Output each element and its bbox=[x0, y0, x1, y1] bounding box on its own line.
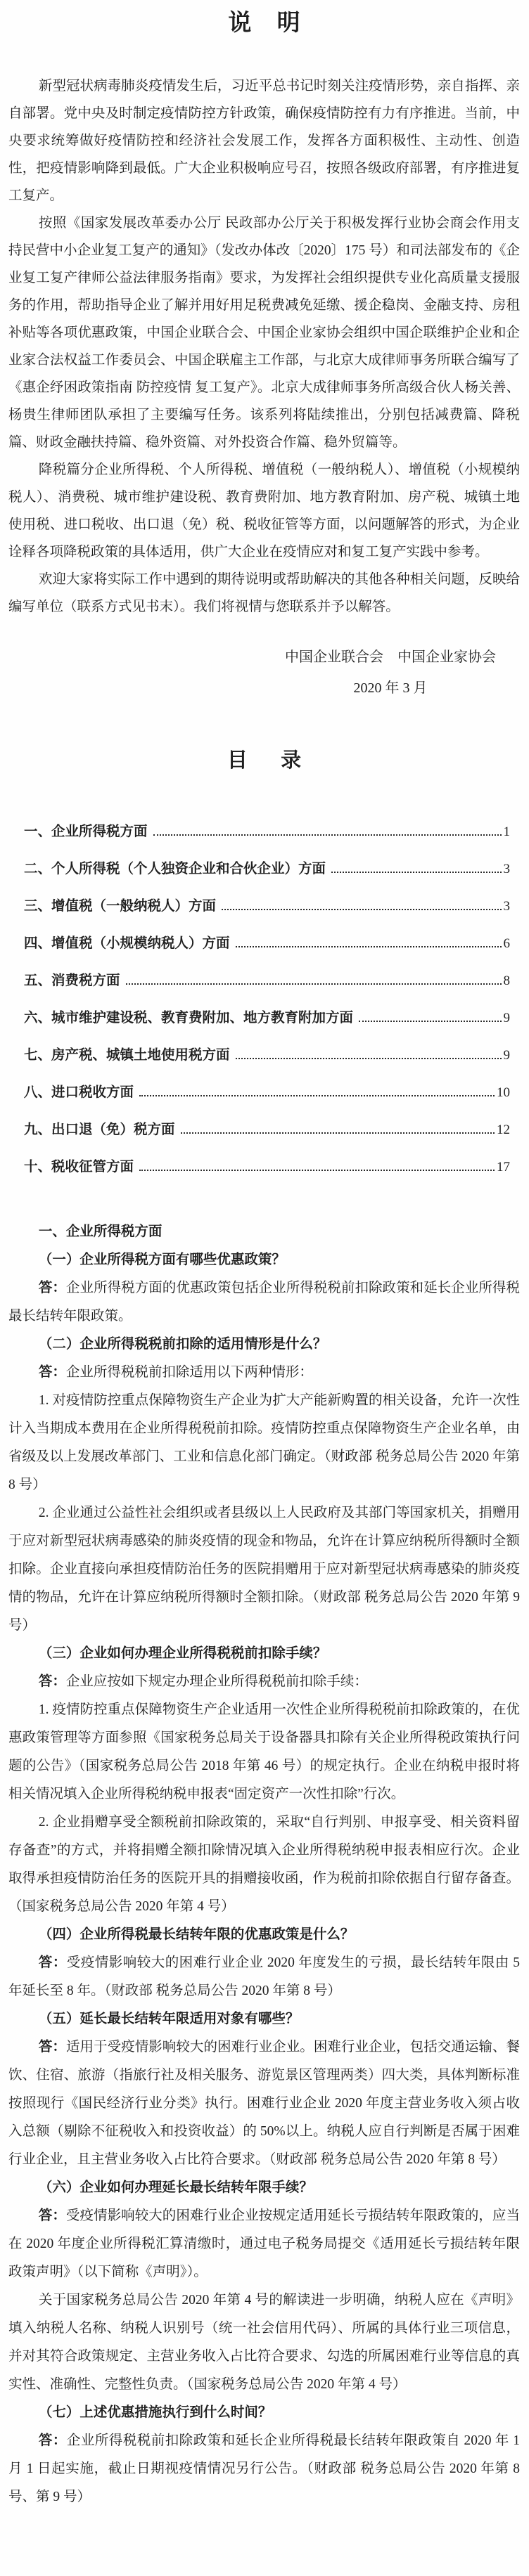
toc-dot-leader bbox=[126, 983, 502, 985]
toc-dot-leader bbox=[236, 946, 502, 947]
body-block-text: （三）企业如何办理企业所得税税前扣除手续？ bbox=[38, 1646, 327, 1661]
body-block-text: 受疫情影响较大的困难行业企业按规定适用延长亏损结转年限政策的，应当在 2020 年度企业所得税汇算清缴时，通过电子税务局提交《适用延长亏损结转年限政策声明》（以下简称《声明》）。 bbox=[8, 2208, 520, 2279]
toc-item-label: 六、城市维护建设税、教育费附加、地方教育附加方面 bbox=[24, 1011, 354, 1025]
body-block bbox=[8, 1331, 520, 1359]
body-block bbox=[8, 1640, 520, 1668]
toc-item-label: 八、进口税收方面 bbox=[24, 1085, 134, 1100]
toc-item-label: 五、消费税方面 bbox=[24, 973, 120, 988]
body-block bbox=[8, 2202, 520, 2286]
toc-item[interactable] bbox=[24, 1153, 510, 1182]
body-block-text: 一、企业所得税方面 bbox=[38, 1224, 162, 1239]
toc-item[interactable] bbox=[24, 930, 510, 958]
body-block-text: 企业所得税税前扣除政策和延长企业所得税最长结转年限政策自 2020 年 1 月 1 日起实施，截止日期视疫情情况另行公告。（财政部 税务总局公告 2020 年第 8 号、第 9 号） bbox=[8, 2433, 520, 2504]
toc-item-page-number: 9 bbox=[503, 1048, 510, 1063]
toc-list bbox=[24, 818, 510, 1182]
intro-section bbox=[8, 72, 520, 621]
toc-item-label: 一、企业所得税方面 bbox=[24, 824, 148, 839]
toc-item-label: 十、税收征管方面 bbox=[24, 1160, 134, 1174]
toc-title: 目 录 bbox=[227, 749, 316, 772]
answer-prefix: 答： bbox=[38, 1365, 66, 1380]
body-block-text: 企业所得税方面的优惠政策包括企业所得税税前扣除政策和延长企业所得税最长结转年限政策。 bbox=[8, 1281, 520, 1323]
toc-item-page-number: 12 bbox=[497, 1122, 510, 1137]
toc-item[interactable] bbox=[24, 893, 510, 921]
toc-item-page-number: 1 bbox=[503, 824, 510, 839]
body-block bbox=[8, 1696, 520, 1808]
answer-prefix: 答： bbox=[38, 2208, 66, 2223]
toc-item[interactable] bbox=[24, 1116, 510, 1144]
body-block bbox=[8, 2399, 520, 2427]
body-block bbox=[8, 2174, 520, 2202]
body-block-text: 企业所得税税前扣除适用以下两种情形： bbox=[65, 1365, 313, 1380]
body-block bbox=[8, 2427, 520, 2511]
body-block-text: （四）企业所得税最长结转年限的优惠政策是什么？ bbox=[38, 1927, 355, 1942]
toc-item[interactable] bbox=[24, 855, 510, 884]
intro-paragraph: 降税篇分企业所得税、个人所得税、增值税（一般纳税人）、增值税（小规模纳税人）、消费税、城市维护建设税、教育费附加、地方教育附加、房产税、城镇土地使用税、进口税收、出口退（免）税、税收征管等方面，以问题解答的形式，为企业诠释各项降税政策的具体适用，供广大企业在疫情应对和复工复产实践中参考。 bbox=[8, 462, 520, 559]
intro-paragraph: 欢迎大家将实际工作中遇到的期待说明或帮助解决的其他各种相关问题，反映给编写单位（联系方式见书末）。我们将视情与您联系并予以解答。 bbox=[8, 572, 520, 614]
body-block bbox=[8, 1387, 520, 1499]
toc-item-page-number: 9 bbox=[503, 1011, 510, 1025]
body-block-text: 关于国家税务总局公告 2020 年第 4 号的解读进一步明确，纳税人应在《声明》填入纳税人名称、纳税人识别号（统一社会信用代码）、所属的具体行业三项信息，并对其符合政策规定、主营业务收入占比符合要求、勾选的所属困难行业等信息的真实性、准确性、完整性负责。（国家税务总局公告 2020 年第 4 号） bbox=[8, 2293, 520, 2392]
toc-item-label: 二、个人所得税（个人独资企业和合伙企业）方面 bbox=[24, 862, 326, 876]
toc-item-label: 七、房产税、城镇土地使用税方面 bbox=[24, 1048, 230, 1063]
intro-paragraph: 新型冠状病毒肺炎疫情发生后，习近平总书记时刻关注疫情形势，亲自指挥、亲自部署。党中央及时制定疫情防控方针政策，确保疫情防控有力有序推进。当前，中央要求统筹做好疫情防控和经济社会发展工作，发挥各方面积极性、主动性、创造性，把疫情影响降到最低。广大企业积极响应号召，按照各级政府部署，有序推进复工复产。 bbox=[8, 79, 520, 203]
toc-dot-leader bbox=[153, 834, 502, 836]
toc-dot-leader bbox=[331, 872, 501, 873]
toc-item-label: 九、出口退（免）税方面 bbox=[24, 1122, 175, 1137]
body-block-text: （六）企业如何办理延长最长结转年限手续？ bbox=[38, 2180, 313, 2195]
body-block bbox=[8, 1246, 520, 1274]
body-block-text: 1. 对疫情防控重点保障物资生产企业为扩大产能新购置的相关设备，允许一次性计入当期成本费用在企业所得税税前扣除。疫情防控重点保障物资生产企业名单，由省级及以上发展改革部门、工业和信息化部门确定。（财政部 税务总局公告 2020 年第 8 号） bbox=[8, 1393, 520, 1492]
body-block bbox=[8, 1668, 520, 1696]
toc-item-page-number: 8 bbox=[503, 973, 510, 988]
document-title: 说 明 bbox=[228, 11, 310, 36]
toc-item[interactable] bbox=[24, 1004, 510, 1033]
body-block-text: （五）延长最长结转年限适用对象有哪些？ bbox=[38, 2012, 300, 2026]
toc-item[interactable] bbox=[24, 1079, 510, 1107]
toc-dot-leader bbox=[181, 1132, 495, 1134]
body-block-text: 适用于受疫情影响较大的困难行业企业。困难行业企业，包括交通运输、餐饮、住宿、旅游（指旅行社及相关服务、游览景区管理两类）四大类，具体判断标准按照现行《国民经济行业分类》执行。困难行业企业 2020 年度主营业务收入须占收入总额（剔除不征税收入和投资收益）的 50%以上。纳税人应自行判断是否属于困难行业企业，且主营业务收入占比符合要求。（财政部 税务总局公告 2020 年第 8 号） bbox=[8, 2040, 520, 2167]
answer-prefix: 答： bbox=[38, 2433, 67, 2448]
signature-block bbox=[285, 642, 496, 704]
answer-prefix: 答： bbox=[38, 1674, 66, 1689]
body-block-text: （七）上述优惠措施执行到什么时间？ bbox=[38, 2405, 272, 2420]
answer-prefix: 答： bbox=[38, 1955, 67, 1970]
signature-organizations: 中国企业联合会 中国企业家协会 bbox=[285, 649, 496, 665]
toc-dot-leader bbox=[359, 1021, 501, 1022]
body-block bbox=[8, 1949, 520, 2005]
body-block bbox=[8, 1359, 520, 1387]
toc-item[interactable] bbox=[24, 818, 510, 846]
answer-prefix: 答： bbox=[38, 2040, 66, 2054]
toc-item[interactable] bbox=[24, 1042, 510, 1070]
body-block-text: （一）企业所得税方面有哪些优惠政策？ bbox=[38, 1253, 286, 1267]
body-block bbox=[8, 1921, 520, 1949]
answer-prefix: 答： bbox=[38, 1281, 66, 1295]
toc-item[interactable] bbox=[24, 967, 510, 995]
toc-item-page-number: 3 bbox=[503, 899, 510, 914]
toc-dot-leader bbox=[139, 1170, 495, 1171]
body-block bbox=[8, 1218, 520, 1246]
toc-dot-leader bbox=[222, 909, 501, 910]
body-block bbox=[8, 2033, 520, 2174]
toc-dot-leader bbox=[236, 1058, 502, 1059]
toc-item-page-number: 17 bbox=[497, 1160, 510, 1174]
toc-dot-leader bbox=[139, 1095, 495, 1096]
body-block bbox=[8, 1274, 520, 1331]
toc-item-page-number: 3 bbox=[503, 862, 510, 876]
body-block bbox=[8, 2286, 520, 2399]
body-block bbox=[8, 2005, 520, 2033]
body-block-text: 2. 企业捐赠享受全额税前扣除政策的，采取“自行判别、申报享受、相关资料留存备查”的方式，并将捐赠全额扣除情况填入企业所得税纳税申报表相应行次。企业取得承担疫情防治任务的医院开具的捐赠接收函，作为税前扣除依据自行留存备查。（国家税务总局公告 2020 年第 4 号） bbox=[8, 1815, 520, 1914]
toc-item-page-number: 6 bbox=[503, 936, 510, 951]
body-block bbox=[8, 1499, 520, 1640]
body-block-text: 企业应按如下规定办理企业所得税税前扣除手续： bbox=[65, 1674, 368, 1689]
body-block-text: 2. 企业通过公益性社会组织或者县级以上人民政府及其部门等国家机关，捐赠用于应对新型冠状病毒感染的肺炎疫情的现金和物品，允许在计算应纳税所得额时全额扣除。企业直接向承担疫情防治任务的医院捐赠用于应对新型冠状病毒感染的肺炎疫情的物品，允许在计算应纳税所得额时全额扣除。（财政部 税务总局公告 2020 年第 9 号） bbox=[8, 1506, 520, 1633]
body-section bbox=[8, 1218, 520, 2511]
intro-paragraph: 按照《国家发展改革委办公厅 民政部办公厅关于积极发挥行业协会商会作用支持民营中小企业复工复产的通知》（发改办体改〔2020〕175 号）和司法部发布的《企业复工复产律师公益法律服务指南》要求，为发挥社会组织提供专业化高质量支援服务的作用，帮助指导企业了解并用好用足税费减免延缴、援企稳岗、金融支持、房租补贴等各项优惠政策，中国企业联合会、中国企业家协会组织中国企联维护企业和企业家合法权益工作委员会、中国企联雇主工作部，与北京大成律师事务所联合编写了《惠企纾困政策指南 防控疫情 复工复产》。北京大成律师事务所高级合伙人杨关善、杨贵生律师团队承担了主要编写任务。该系列将陆续推出，分别包括减费篇、降税篇、财政金融扶持篇、稳外资篇、对外投资合作篇、稳外贸篇等。 bbox=[8, 216, 520, 450]
body-block-text: 受疫情影响较大的困难行业企业 2020 年度发生的亏损，最长结转年限由 5 年延长至 8 年。（财政部 税务总局公告 2020 年第 8 号） bbox=[8, 1955, 520, 1998]
body-block-text: （二）企业所得税税前扣除的适用情形是什么？ bbox=[38, 1337, 327, 1352]
signature-date: 2020 年 3 月 bbox=[353, 680, 428, 696]
toc-item-page-number: 10 bbox=[497, 1085, 510, 1100]
body-block bbox=[8, 1808, 520, 1921]
toc-item-label: 四、增值税（小规模纳税人）方面 bbox=[24, 936, 230, 951]
toc-item-label: 三、增值税（一般纳税人）方面 bbox=[24, 899, 217, 914]
body-block-text: 1. 疫情防控重点保障物资生产企业适用一次性企业所得税税前扣除政策的，在优惠政策管理等方面参照《国家税务总局关于设备器具扣除有关企业所得税政策执行问题的公告》（国家税务总局公告 2018 年第 46 号）的规定执行。企业在纳税申报时将相关情况填入企业所得税纳税申报表“固定资产一次性扣除”行次。 bbox=[8, 1702, 520, 1801]
